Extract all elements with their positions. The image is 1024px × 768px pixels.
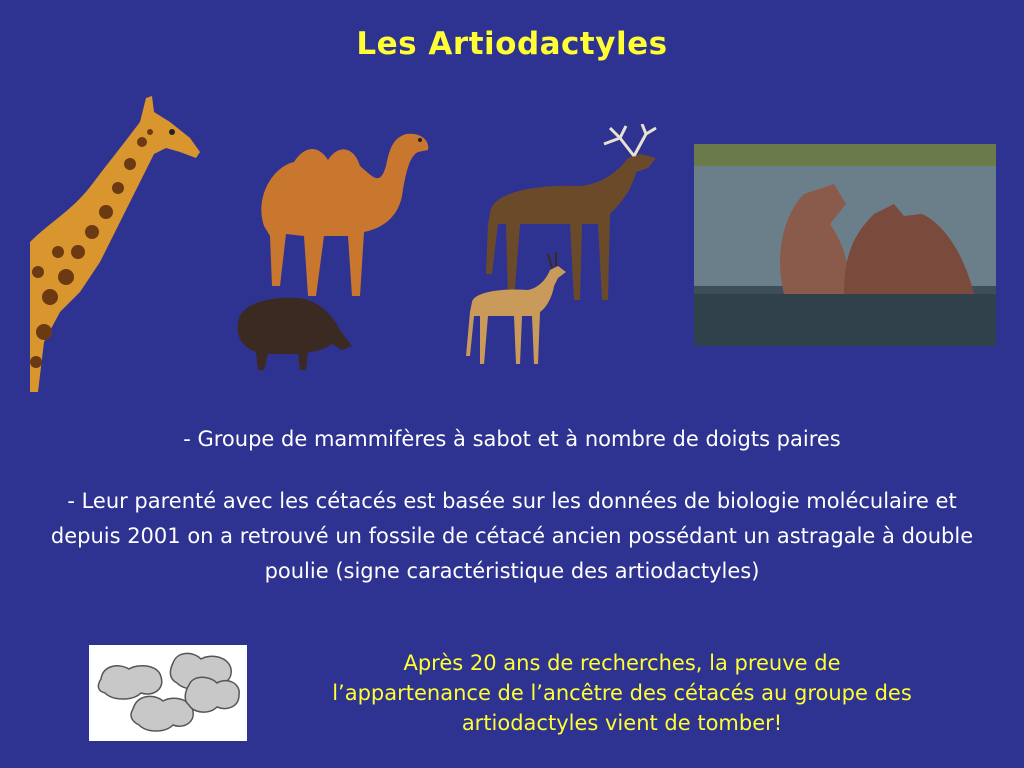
hippopotamus-photo — [694, 144, 996, 346]
gazelle-image — [462, 252, 570, 368]
bullet-2: - Leur parenté avec les cétacés est basée sur les données de biologie moléculaire et depuis 2001 on a retrouvé un fossile de cétacé ancien possédant un astragale à double poulie (signe caractéristique des artiodactyles) — [50, 489, 974, 583]
boar-image — [228, 284, 354, 374]
camel-image — [244, 126, 434, 302]
bullet-1: - Groupe de mammifères à sabot et à nombre de doigts paires — [183, 427, 841, 451]
astragalus-bones-image — [89, 645, 247, 741]
conclusion-text: Après 20 ans de recherches, la preuve de l’appartenance de l’ancêtre des cétacés au groupe des artiodactyles vient de tomber! — [332, 651, 912, 735]
giraffe-image — [30, 92, 202, 392]
slide-title: Les Artiodactyles — [356, 26, 668, 62]
